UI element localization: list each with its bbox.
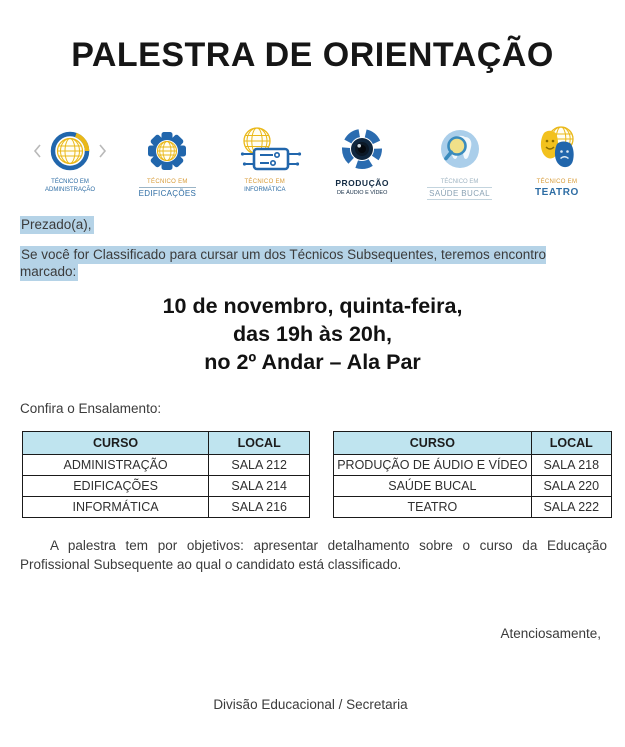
greeting-line [20, 216, 605, 233]
logo-caption-top: PRODUÇÃO [335, 178, 389, 188]
greeting-text: Prezado(a), [21, 217, 92, 232]
room-cell: SALA 212 [209, 455, 310, 476]
intro-line [20, 246, 605, 280]
course-cell: INFORMÁTICA [23, 497, 209, 518]
event-date-line: 10 de novembro, quinta-feira, [162, 294, 463, 318]
logo-edificacoes [125, 124, 209, 198]
room-cell: SALA 218 [531, 455, 611, 476]
curso-header: CURSO [23, 432, 209, 455]
logo-caption-bottom: EDIFICAÇÕES [138, 188, 197, 198]
room-assignment-tables [0, 431, 625, 518]
logo-administracao [28, 124, 112, 194]
ensalamento-table-left [22, 431, 310, 518]
saude-bucal-logo-icon [431, 124, 489, 178]
room-cell: SALA 222 [531, 497, 611, 518]
course-cell: SAÚDE BUCAL [334, 476, 531, 497]
logo-caption-bottom: INFORMÁTICA [244, 186, 286, 193]
curso-header: CURSO [334, 432, 531, 455]
table-row [334, 476, 612, 497]
logo-producao-audio-video [320, 124, 404, 196]
logo-caption-top: TÉCNICO EM [147, 179, 188, 185]
administracao-logo-icon [30, 124, 110, 178]
course-cell: ADMINISTRAÇÃO [23, 455, 209, 476]
table-header-row [334, 432, 612, 455]
logo-saude-bucal [418, 124, 502, 200]
table-row [334, 497, 612, 518]
course-cell: EDIFICAÇÕES [23, 476, 209, 497]
course-cell: TEATRO [334, 497, 531, 518]
ensalamento-table-right [333, 431, 612, 518]
logo-teatro [515, 124, 599, 198]
logo-informatica [223, 124, 307, 194]
event-time-line: das 19h às 20h, [233, 322, 392, 346]
room-cell: SALA 214 [209, 476, 310, 497]
signature-text: Divisão Educacional / Secretaria [213, 697, 408, 712]
event-place-line: no 2º Andar – Ala Par [204, 350, 421, 374]
ensalamento-label: Confira o Ensalamento: [20, 401, 162, 416]
logo-caption-bottom: TEATRO [534, 186, 579, 198]
table-row [23, 497, 310, 518]
table-row [23, 455, 310, 476]
producao-audio-video-logo-icon [330, 124, 394, 178]
course-cell: PRODUÇÃO DE ÁUDIO E VÍDEO [334, 455, 531, 476]
informatica-logo-icon [224, 124, 306, 178]
logo-caption-bottom: DE ÁUDIO E VÍDEO [336, 189, 388, 196]
table-header-row [23, 432, 310, 455]
edificacoes-logo-icon [138, 124, 196, 178]
room-cell: SALA 216 [209, 497, 310, 518]
table-row [23, 476, 310, 497]
event-datetime [0, 292, 625, 376]
logo-caption-top: TÉCNICO EM [440, 179, 479, 185]
logo-caption-top: TÉCNICO EM [244, 179, 286, 185]
page-title: PALESTRA DE ORIENTAÇÃO [71, 36, 554, 74]
room-cell: SALA 220 [531, 476, 611, 497]
logo-caption-bottom: SAÚDE BUCAL [427, 187, 492, 200]
teatro-logo-icon [530, 124, 584, 178]
course-logos-row [0, 124, 625, 208]
logo-caption-bottom: ADMINISTRAÇÃO [44, 186, 95, 193]
intro-text: Se você for Classificado para cursar um dos Técnicos Subsequentes, teremos encontro marcado: [20, 247, 547, 279]
table-row [334, 455, 612, 476]
logo-caption-top: TÉCNICO EM [536, 179, 578, 185]
objective-paragraph: A palestra tem por objetivos: apresentar detalhamento sobre o curso da Educação Profissional Subsequente ao qual o candidato está classificado. [20, 538, 607, 572]
closing-text: Atenciosamente, [500, 626, 601, 641]
local-header: LOCAL [531, 432, 611, 455]
local-header: LOCAL [209, 432, 310, 455]
logo-caption-top: TÉCNICO EM [51, 179, 89, 185]
